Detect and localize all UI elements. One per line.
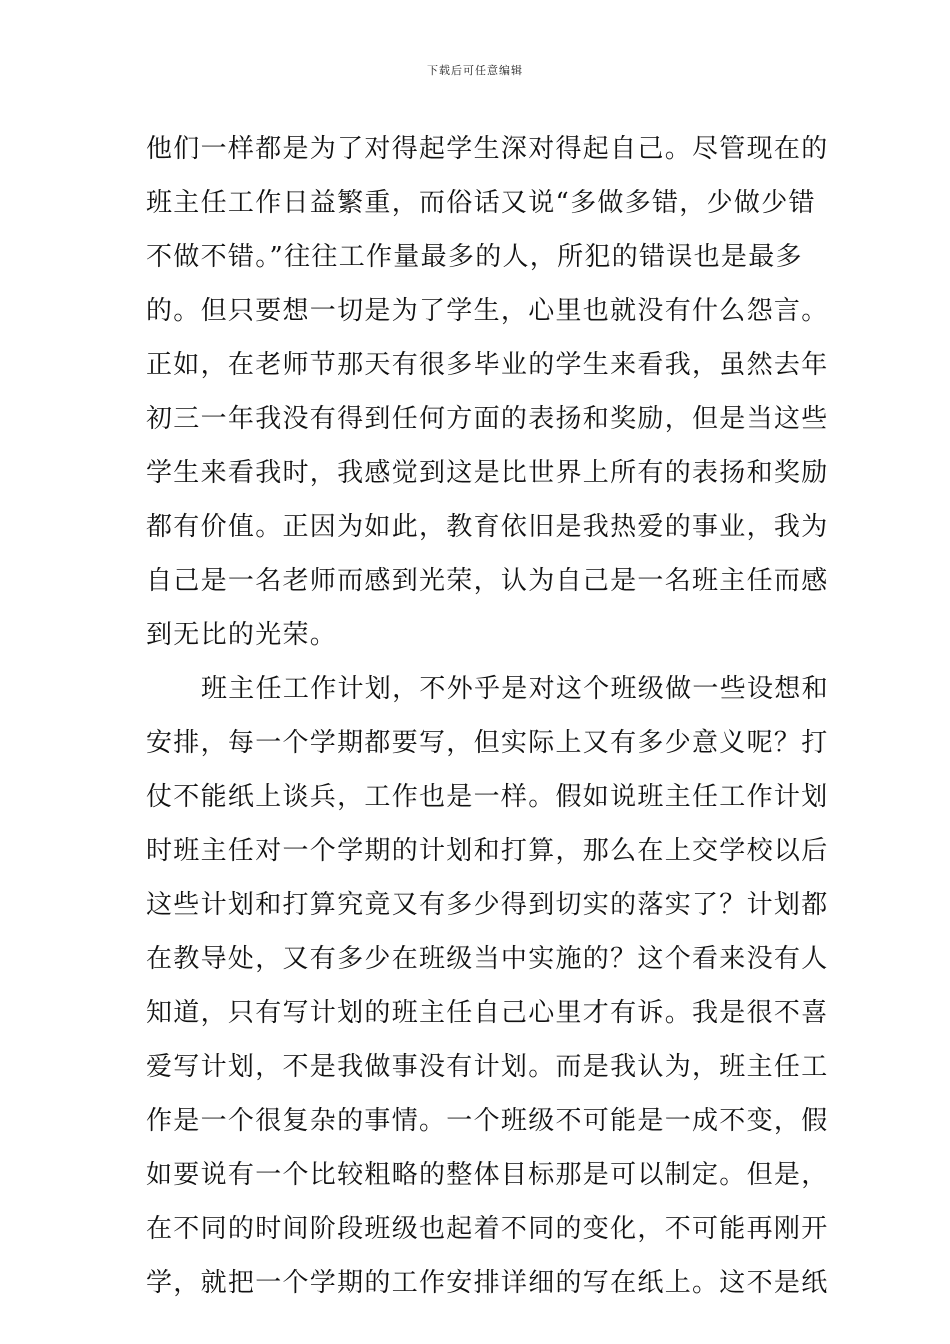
text-line: 这些计划和打算究竟又有多少得到切实的落实了？计划都	[146, 890, 829, 920]
text-line: 都有价值。正因为如此，教育依旧是我热爱的事业，我为	[146, 512, 829, 542]
text-line: 作是一个很复杂的事情。一个班级不可能是一成不变，假	[146, 1106, 829, 1136]
text-line: 初三一年我没有得到任何方面的表扬和奖励，但是当这些	[146, 404, 829, 434]
paragraph-2	[146, 662, 829, 1310]
text-line: 自己是一名老师而感到光荣，认为自己是一名班主任而感	[146, 566, 829, 596]
paragraph-1	[146, 122, 829, 662]
text-line: 学生来看我时，我感觉到这是比世界上所有的表扬和奖励	[146, 458, 829, 488]
text-line: 在不同的时间阶段班级也起着不同的变化，不可能再刚开	[146, 1214, 829, 1244]
text-line: 他们一样都是为了对得起学生深对得起自己。尽管现在的	[146, 134, 829, 164]
text-line: 班主任工作计划，不外乎是对这个班级做一些设想和	[201, 674, 829, 704]
text-line: 在教导处，又有多少在班级当中实施的？这个看来没有人	[146, 944, 829, 974]
text-line: 仗不能纸上谈兵，工作也是一样。假如说班主任工作计划	[146, 782, 829, 812]
text-line: 爱写计划，不是我做事没有计划。而是我认为，班主任工	[146, 1052, 829, 1082]
text-line: 知道，只有写计划的班主任自己心里才有诉。我是很不喜	[146, 998, 829, 1028]
body-text	[146, 122, 829, 1310]
text-line: 正如，在老师节那天有很多毕业的学生来看我，虽然去年	[146, 350, 829, 380]
text-line: 的。但只要想一切是为了学生，心里也就没有什么怨言。	[146, 296, 829, 326]
text-line: 学，就把一个学期的工作安排详细的写在纸上。这不是纸	[146, 1268, 829, 1298]
text-line: 不做不错。”往往工作量最多的人，所犯的错误也是最多	[146, 242, 803, 272]
text-line: 时班主任对一个学期的计划和打算，那么在上交学校以后	[146, 836, 829, 866]
text-line: 如要说有一个比较粗略的整体目标那是可以制定。但是，	[146, 1160, 829, 1190]
text-line: 到无比的光荣。	[146, 620, 338, 650]
text-line: 班主任工作日益繁重，而俗话又说“多做多错，少做少错	[146, 188, 816, 218]
text-line: 安排，每一个学期都要写，但实际上又有多少意义呢？打	[146, 728, 829, 758]
page-header: 下载后可任意编辑	[427, 64, 523, 77]
